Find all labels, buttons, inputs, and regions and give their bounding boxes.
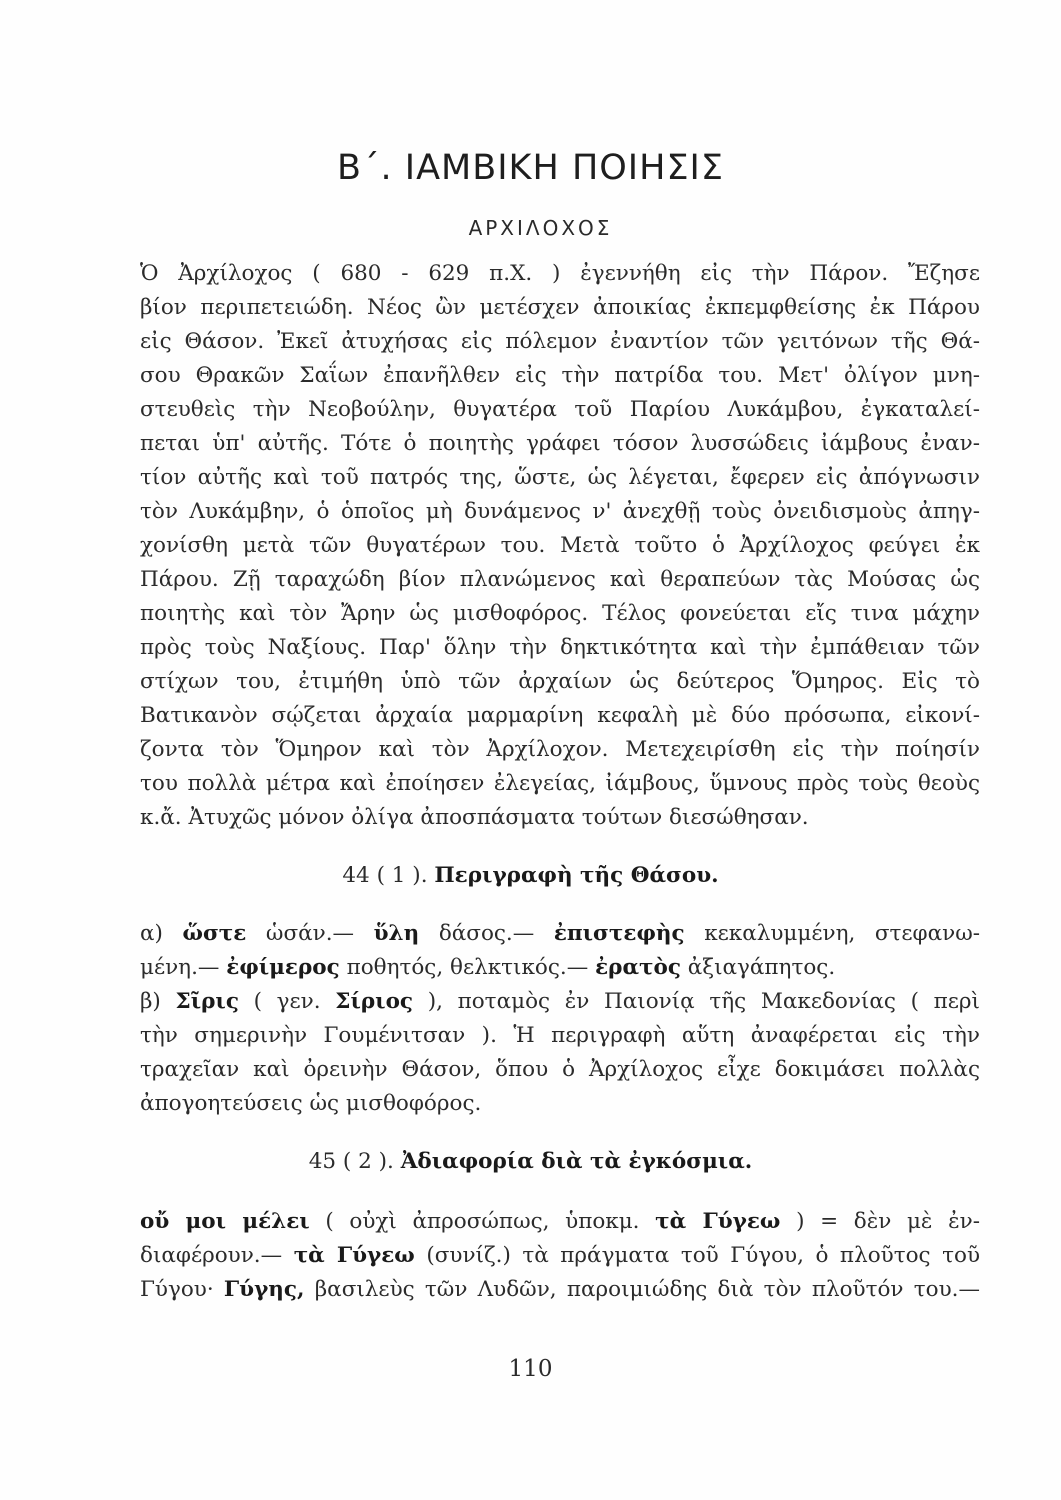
- note-gloss: ), ποταμὸς ἐν Παιονίᾳ τῆς Μακεδονίας ( περὶ: [427, 989, 980, 1014]
- note-line: [140, 950, 980, 986]
- note-gloss: ποθητός, θελκτικός.—: [346, 955, 589, 980]
- bio-line: σου Θρακῶν Σαΐων ἐπανῆλθεν εἰς τὴν πατρίδα του. Μετ' ὀλίγον μνη-: [140, 363, 980, 388]
- note-gloss: ὡσάν.—: [265, 921, 355, 946]
- note-term: ἐρατὸς: [595, 955, 681, 980]
- note-term: ἐπιστεφὴς: [553, 921, 685, 946]
- bio-line: στευθεὶς τὴν Νεοβούλην, θυγατέρα τοῦ Παρίου Λυκάμβου, ἐγκαταλεί-: [140, 397, 980, 422]
- bio-line: Πάρου. Ζῇ ταραχώδη βίον πλανώμενος καὶ θεραπεύων τὰς Μούσας ὡς: [140, 567, 980, 592]
- bio-line: κ.ἄ. Ἀτυχῶς μόνον ὀλίγα ἀποσπάσματα τούτων διεσώθησαν.: [140, 805, 809, 830]
- bio-line: Βατικανὸν σῴζεται ἀρχαία μαρμαρίνη κεφαλὴ μὲ δύο πρόσωπα, εἰκονί-: [140, 703, 980, 728]
- note-term: Σῖρις: [175, 989, 239, 1014]
- chapter-title: Β΄. ΙΑΜΒΙΚΗ ΠΟΙΗΣΙΣ: [336, 148, 724, 188]
- note-line: ἀπογοητεύσεις ὡς μισθοφόρος.: [140, 1091, 482, 1116]
- note-term: ὕλη: [373, 921, 420, 946]
- section-title: ΑΡΧΙΛΟΧΟΣ: [468, 216, 613, 240]
- note-line: [140, 916, 980, 952]
- bio-line: ποιητὴς καὶ τὸν Ἄρην ὡς μισθοφόρος. Τέλος φονεύεται εἴς τινα μάχην: [140, 601, 980, 626]
- bio-line: βίον περιπετειώδη. Νέος ὢν μετέσχεν ἀποικίας ἐκπεμφθείσης ἐκ Πάρου: [140, 295, 980, 320]
- bio-line: στίχων του, ἐτιμήθη ὑπὸ τῶν ἀρχαίων ὡς δεύτερος Ὅμηρος. Εἰς τὸ: [140, 669, 980, 694]
- bio-line: τίον αὐτῆς καὶ τοῦ πατρός της, ὥστε, ὡς λέγεται, ἔφερεν εἰς ἀπόγνωσιν: [140, 465, 980, 490]
- poem-title: Περιγραφὴ τῆς Θάσου.: [434, 863, 719, 888]
- note-line: [140, 1272, 980, 1308]
- bio-line: πρὸς τοὺς Ναξίους. Παρ' ὅλην τὴν δηκτικότητα καὶ τὴν ἐμπάθειαν τῶν: [140, 635, 980, 660]
- note-line: [140, 1238, 980, 1274]
- note-line: τὴν σημερινὴν Γουμένιτσαν ). Ἡ περιγραφὴ αὕτη ἀναφέρεται εἰς τὴν: [140, 1023, 980, 1048]
- note-gloss: κεκαλυμμένη, στεφανω-: [704, 921, 980, 946]
- note-line: [140, 984, 980, 1020]
- note-gloss: μένη.—: [140, 955, 220, 980]
- poem-number: 45 ( 2 ).: [308, 1149, 394, 1174]
- note-gloss: ἀξιαγάπητος.: [687, 955, 836, 980]
- note-line: τραχεῖαν καὶ ὀρεινὴν Θάσον, ὅπου ὁ Ἀρχίλοχος εἶχε δοκιμάσει πολλὰς: [140, 1057, 980, 1082]
- note-gloss: διαφέρουν.—: [140, 1243, 283, 1268]
- note-line: [140, 1204, 980, 1240]
- poem-number: 44 ( 1 ).: [342, 863, 428, 888]
- poem-title: Ἀδιαφορία διὰ τὰ ἐγκόσμια.: [400, 1149, 753, 1174]
- bio-line: του πολλὰ μέτρα καὶ ἐποίησεν ἐλεγείας, ἰάμβους, ὕμνους πρὸς τοὺς θεοὺς: [140, 771, 980, 796]
- note-term: οὔ μοι μέλει: [140, 1209, 310, 1234]
- bio-line: ζοντα τὸν Ὅμηρον καὶ τὸν Ἀρχίλοχον. Μετεχειρίσθη εἰς τὴν ποίησίν: [140, 737, 980, 762]
- note-label: α): [140, 921, 163, 946]
- note-term: τὰ Γύγεω: [293, 1243, 415, 1268]
- bio-line: εἰς Θάσον. Ἐκεῖ ἀτυχήσας εἰς πόλεμον ἐναντίον τῶν γειτόνων τῆς Θά-: [140, 329, 980, 354]
- note-gloss: Γύγου·: [140, 1277, 214, 1302]
- bio-line: πεται ὑπ' αὐτῆς. Τότε ὁ ποιητὴς γράφει τόσον λυσσώδεις ἰάμβους ἐναν-: [140, 431, 980, 456]
- note-term: ἐφίμερος: [226, 955, 340, 980]
- note-gloss: δάσος.—: [438, 921, 535, 946]
- note-gloss: ) = δὲν μὲ ἐν-: [796, 1209, 980, 1234]
- note-label: β): [140, 989, 161, 1014]
- note-term: Γύγης,: [223, 1277, 305, 1302]
- bio-line: τὸν Λυκάμβην, ὁ ὁποῖος μὴ δυνάμενος ν' ἀνεχθῇ τοὺς ὀνειδισμοὺς ἀπηγ-: [140, 499, 980, 524]
- page-number: 110: [508, 1356, 553, 1382]
- bio-line: Ὁ Ἀρχίλοχος ( 680 - 629 π.Χ. ) ἐγεννήθη εἰς τὴν Πάρον. Ἔζησε: [140, 261, 980, 286]
- note-term: ὥστε: [182, 921, 247, 946]
- note-gloss: ( οὐχὶ ἀπροσώπως, ὑποκμ.: [325, 1209, 640, 1234]
- note-gloss: (συνίζ.) τὰ πράγματα τοῦ Γύγου, ὁ πλοῦτος τοῦ: [426, 1243, 981, 1268]
- note-gloss: ( γεν.: [253, 989, 321, 1014]
- note-term: Σίριος: [335, 989, 414, 1014]
- poem-heading-45: [0, 1144, 1061, 1180]
- bio-line: χονίσθη μετὰ τῶν θυγατέρων του. Μετὰ τοῦτο ὁ Ἀρχίλοχος φεύγει ἐκ: [140, 533, 980, 558]
- poem-heading-44: [0, 858, 1061, 894]
- note-term: τὰ Γύγεω: [655, 1209, 781, 1234]
- note-gloss: βασιλεὺς τῶν Λυδῶν, παροιμιώδης διὰ τὸν πλοῦτόν του.—: [314, 1277, 980, 1302]
